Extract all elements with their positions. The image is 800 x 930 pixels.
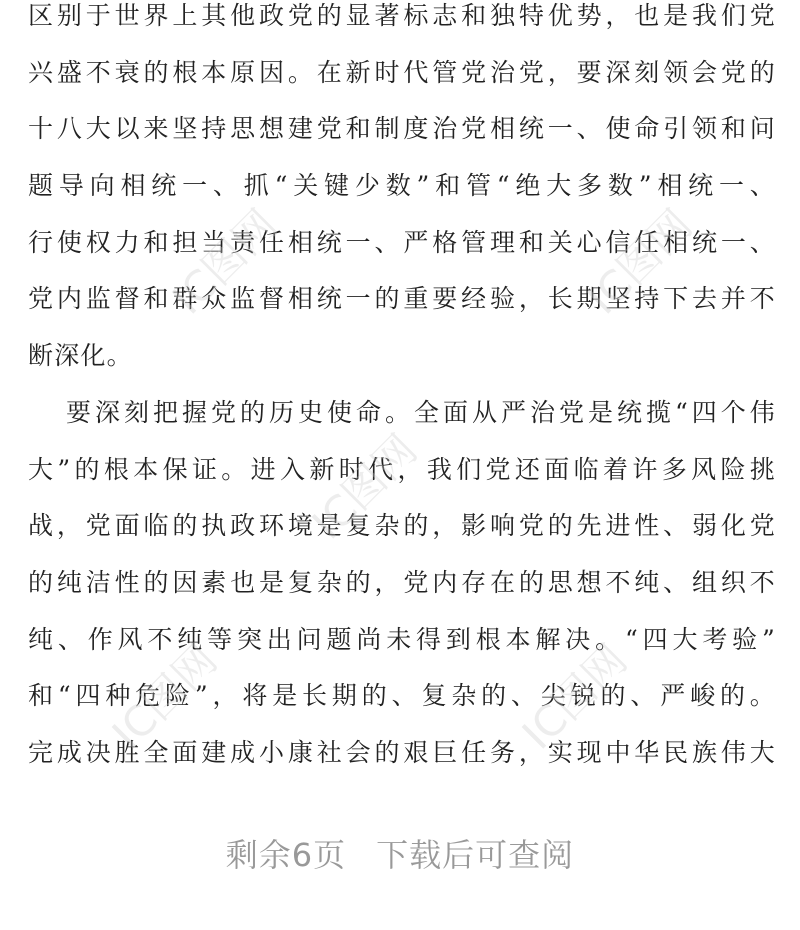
- document-body: [28, 0, 776, 782]
- watermark: IC图网: [162, 199, 287, 324]
- text-line: 战，党面临的执政环境是复杂的，影响党的先进性、弱化党: [28, 511, 776, 541]
- text-line: 的纯洁性的因素也是复杂的，党内存在的思想不纯、组织不: [28, 567, 776, 597]
- watermark: IC图网: [577, 199, 702, 324]
- watermark: IC图网: [102, 634, 227, 759]
- download-prompt[interactable]: [0, 830, 800, 876]
- text-line: 兴盛不衰的根本原因。在新时代管党治党，要深刻领会党的: [28, 57, 776, 87]
- text-line: 行使权力和担当责任相统一、严格管理和关心信任相统一、: [28, 227, 776, 257]
- text-line: 十八大以来坚持思想建党和制度治党相统一、使命引领和问: [28, 114, 776, 144]
- text-line: 断深化。: [28, 341, 133, 371]
- download-to-view-label: 下载后可查阅: [376, 836, 575, 874]
- remaining-pages-label: 剩余6页: [225, 836, 347, 874]
- text-line: 党内监督和群众监督相统一的重要经验，长期坚持下去并不: [28, 284, 776, 314]
- text-line: 和“四种危险”，将是长期的、复杂的、尖锐的、严峻的。: [28, 681, 776, 711]
- watermark: IC图网: [512, 634, 637, 759]
- text-line: 完成决胜全面建成小康社会的艰巨任务，实现中华民族伟大: [28, 737, 776, 767]
- text-line: 纯、作风不纯等突出问题尚未得到根本解决。“四大考验”: [28, 624, 776, 654]
- text-line: 区别于世界上其他政党的显著标志和独特优势，也是我们党: [28, 1, 776, 30]
- text-line: 题导向相统一、抓“关键少数”和管“绝大多数”相统一、: [28, 171, 776, 201]
- paragraph-first-line: 要深刻把握党的历史使命。全面从严治党是统揽“四个伟: [66, 397, 776, 427]
- watermark: IC图网: [302, 424, 427, 549]
- text-line: 大”的根本保证。进入新时代，我们党还面临着许多风险挑: [28, 454, 776, 484]
